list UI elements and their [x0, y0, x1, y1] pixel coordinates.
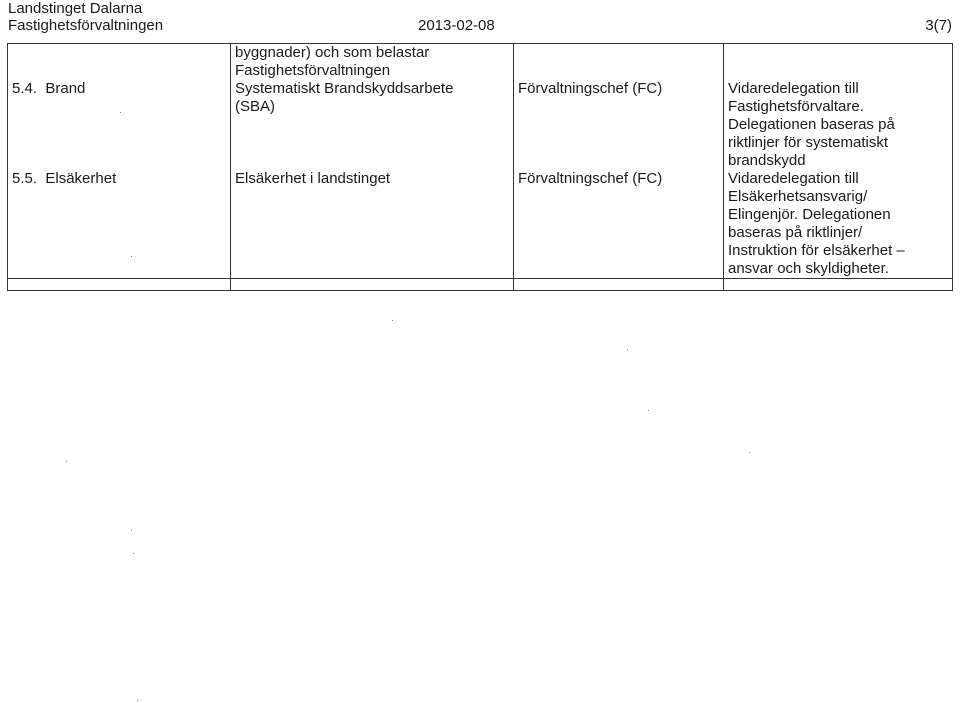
area-label [12, 80, 226, 98]
department-name: Fastighetsförvaltningen [8, 17, 164, 34]
role-cell [514, 170, 724, 279]
section-number: 5.4. [12, 80, 38, 97]
role-text: Förvaltningschef (FC) [518, 170, 663, 187]
delegation-cell [724, 80, 953, 170]
delegation-cell [724, 44, 953, 81]
task-cell [231, 80, 514, 170]
task-line: byggnader) och som belastar [235, 44, 430, 61]
task-line: (SBA) [235, 98, 276, 115]
delegation-line: Elingenjör. Delegationen [728, 206, 891, 223]
area-cell [8, 279, 231, 291]
role-cell [514, 44, 724, 81]
scan-speck [627, 349, 628, 350]
page-header [8, 0, 952, 40]
table-row-brand [8, 80, 953, 170]
table-row-empty [8, 279, 953, 291]
delegation-line: Vidaredelegation till [728, 170, 859, 187]
delegation-line: riktlinjer för systematiskt [728, 134, 889, 151]
area-label [12, 170, 226, 188]
area-name: Elsäkerhet [45, 170, 117, 187]
task-cell [231, 279, 514, 291]
document-date: 2013-02-08 [418, 17, 495, 34]
delegation-line: baseras på riktlinjer/ [728, 224, 863, 241]
task-cell [231, 170, 514, 279]
delegation-line: brandskydd [728, 152, 806, 169]
delegation-line: Delegationen baseras på [728, 116, 895, 133]
scan-speck [66, 461, 67, 462]
scan-speck [648, 410, 649, 411]
task-line: Systematiskt Brandskyddsarbete [235, 80, 454, 97]
area-name: Brand [45, 80, 86, 97]
delegation-line: Instruktion för elsäkerhet – [728, 242, 905, 259]
area-cell [8, 80, 231, 170]
area-cell [8, 44, 231, 81]
scan-speck [133, 553, 134, 554]
delegation-line: Elsäkerhetsansvarig/ [728, 188, 868, 205]
task-line: Elsäkerhet i landstinget [235, 170, 391, 187]
section-number: 5.5. [12, 170, 38, 187]
scan-speck [137, 700, 138, 701]
role-cell [514, 80, 724, 170]
delegation-line: ansvar och skyldigheter. [728, 260, 889, 277]
delegation-table [7, 43, 953, 291]
table-row-elsakerhet [8, 170, 953, 279]
organization-name: Landstinget Dalarna [8, 0, 143, 17]
task-line: Fastighetsförvaltningen [235, 62, 391, 79]
scan-speck [131, 530, 132, 531]
role-cell [514, 279, 724, 291]
scan-speck [392, 320, 393, 321]
scan-speck [120, 112, 121, 113]
delegation-line: Vidaredelegation till [728, 80, 859, 97]
area-cell [8, 170, 231, 279]
delegation-line: Fastighetsförvaltare. [728, 98, 864, 115]
page-number: 3(7) [925, 17, 952, 34]
task-cell [231, 44, 514, 81]
table-row-continuation [8, 44, 953, 81]
role-text: Förvaltningschef (FC) [518, 80, 663, 97]
delegation-cell [724, 279, 953, 291]
scan-speck [131, 256, 132, 257]
scan-speck [749, 452, 750, 453]
delegation-cell [724, 170, 953, 279]
